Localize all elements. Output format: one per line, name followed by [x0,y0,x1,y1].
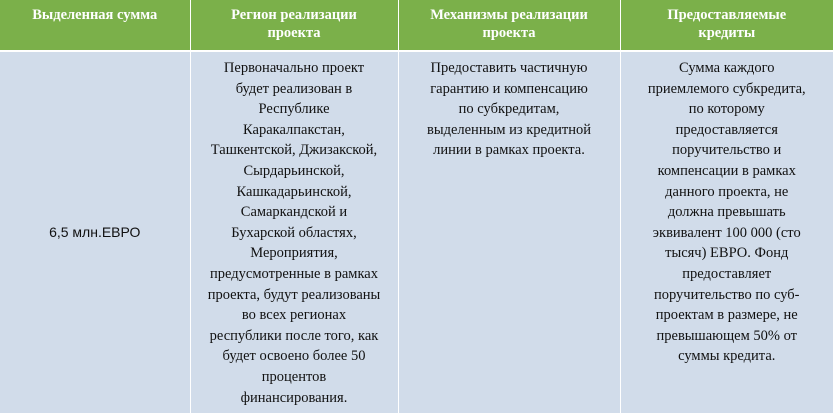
header-allocated-amount: Выделенная сумма [0,0,190,51]
cell-allocated-amount: 6,5 млн.ЕВРО [0,51,190,413]
cell-project-region: Первоначально проект будет реализован в Республике Каракалпакстан, Ташкентской, Джизакской, Сырдарьинской, Кашкадарьинской, Самаркандской и Бухарской областях, Мероприятия, предусмотренные в рамках проекта, будут реализованы во всех регионах республики после того, как будет освоено более 50 процентов финансирования. [190,51,398,413]
table-header-row [0,0,833,51]
cell-implementation-mechanisms: Предоставить частичную гарантию и компенсацию по субкредитам, выделенным из кредитной линии в рамках проекта. [398,51,620,413]
table-row [0,51,833,413]
header-implementation-mechanisms: Механизмы реализации проекта [398,0,620,51]
cell-provided-credits: Сумма каждого приемлемого субкредита, по которому предоставляется поручительство и компенсации в рамках данного проекта, не должна превышать эквивалент 100 000 (сто тысяч) ЕВРО. Фонд предоставляет поручительство по суб- проектам в размере, не превышающем 50% от суммы кредита. [620,51,833,413]
header-provided-credits: Предоставляемые кредиты [620,0,833,51]
header-project-region: Регион реализации проекта [190,0,398,51]
